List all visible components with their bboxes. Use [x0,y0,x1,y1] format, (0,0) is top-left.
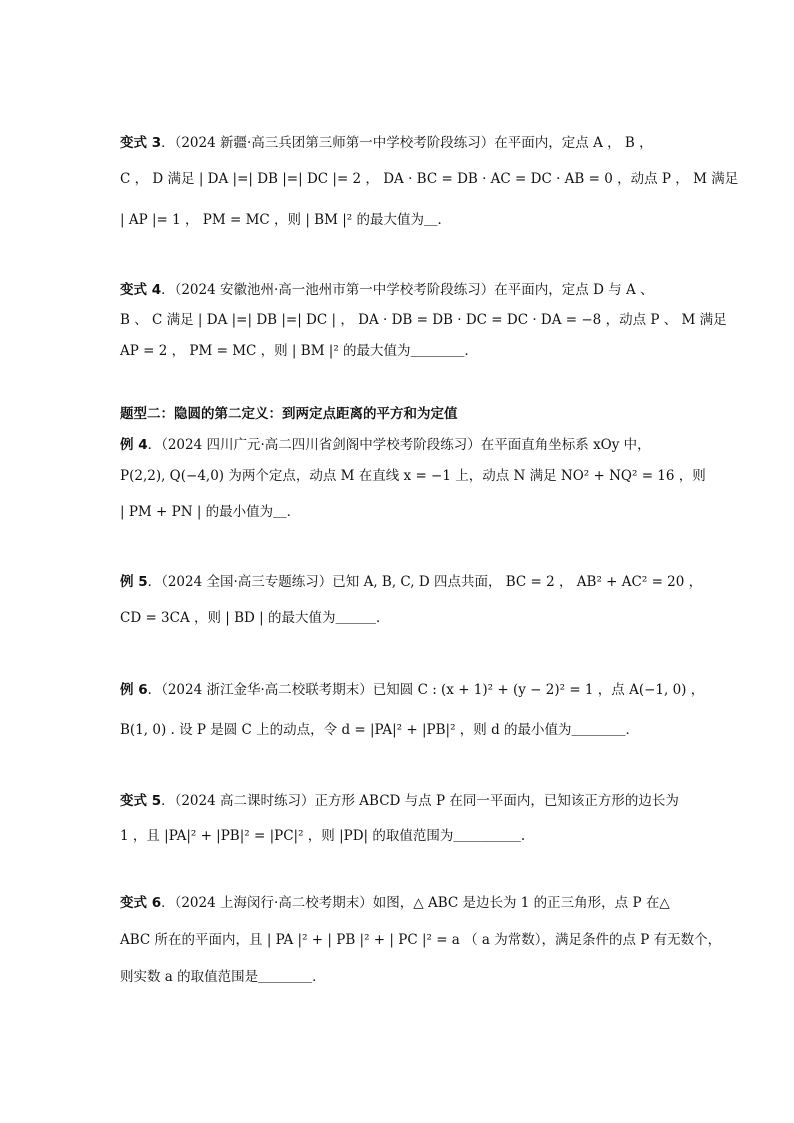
problem-e6-line-2: B(1, 0) . 设 P 是圆 C 上的动点，令 d = |PA|² + |PB|² ，则 d 的最小值为＿＿＿＿． [120,722,640,738]
problem-v6-line-2: ABC 所在的平面内，且 | PA |² + | PB |² + | PC |² = a （ a 为常数），满足条件的点 P 有无数个， [120,932,722,948]
problem-e5-line-1: 例 5．（2024 全国·高三专题练习）已知 A, B, C, D 四点共面， BC = 2 ， AB² + AC² = 20 ， [120,574,703,590]
section-heading: 题型二：隐圆的第二定义：到两定点距离的平方和为定值 [120,406,458,422]
problem-v3-line-1: 变式 3．（2024 新疆·高三兵团第三师第一中学校考阶段练习）在平面内，定点 A ， B ， [120,135,653,151]
problem-v3-line-2: C ， D 满足 | DA |=| DB |=| DC |= 2 ， DA · BC = DB · AC = DC · AB = 0 ，动点 P ， M 满足 [120,171,739,187]
problem-e5-line-2: CD = 3CA ，则 | BD | 的最大值为＿＿＿． [120,610,390,626]
problem-e4-line-3: | PM + PN | 的最小值为＿． [120,504,301,520]
problem-v6-line-1: 变式 6．（2024 上海闵行·高二校考期末）如图，△ ABC 是边长为 1 的正三角形，点 P 在△ [120,895,670,911]
problem-v4-line-1: 变式 4．（2024 安徽池州·高一池州市第一中学校考阶段练习）在平面内，定点 D 与 A 、 [120,282,654,298]
problem-v5-line-1: 变式 5．（2024 高二课时练习）正方形 ABCD 与点 P 在同一平面内，已知该正方形的边长为 [120,793,679,809]
problem-v6-line-3: 则实数 a 的取值范围是＿＿＿＿． [120,969,326,985]
problem-e6-line-1: 例 6．（2024 浙江金华·高二校联考期末）已知圆 C : (x + 1)² + (y − 2)² = 1 ，点 A(−1, 0) ， [120,682,705,698]
problem-e4-line-2: P(2,2), Q(−4,0) 为两个定点，动点 M 在直线 x = −1 上，动点 N 满足 NO² + NQ² = 16 ，则 [120,468,706,484]
problem-e4-line-1: 例 4．（2024 四川广元·高二四川省剑阁中学校考阶段练习）在平面直角坐标系 xOy 中， [120,437,651,453]
problem-v5-line-2: 1 ，且 |PA|² + |PB|² = |PC|² ，则 |PD| 的取值范围为＿＿＿＿＿. [120,828,526,844]
problem-v3-line-3: | AP |= 1 ， PM = MC ，则 | BM |² 的最大值为＿． [120,212,451,228]
problem-v4-line-2: B 、 C 满足 | DA |=| DB |=| DC | ， DA · DB = DB · DC = DC · DA = −8 ，动点 P 、 M 满足 [120,312,727,328]
problem-v4-line-3: AP = 2 ， PM = MC ，则 | BM |² 的最大值为＿＿＿＿． [120,343,479,359]
